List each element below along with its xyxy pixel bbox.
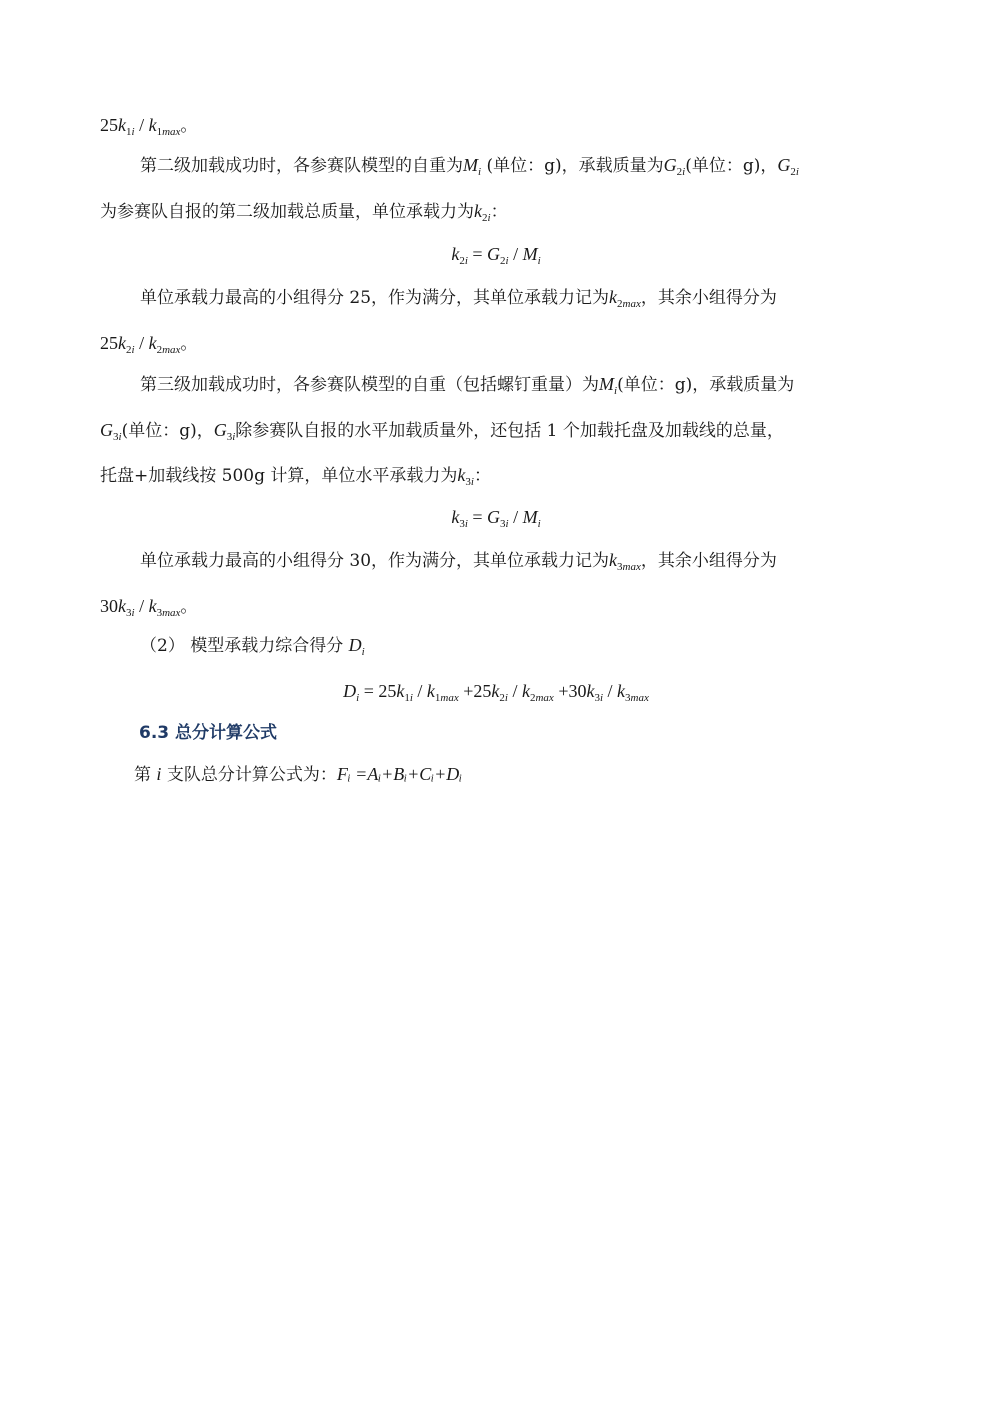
text: 单位承载力最高的小组得分 30，作为满分，其单位承载力记为	[140, 551, 610, 571]
text: (单位：g)，	[121, 421, 214, 441]
paragraph-line: 单位承载力最高的小组得分 30，作为满分，其单位承载力记为$k_{3max}$，其余小组得分为	[140, 550, 777, 573]
text: (单位：g)，	[685, 156, 778, 176]
text: (单位：g)，承载质量为	[617, 375, 795, 395]
text: 第	[134, 765, 157, 785]
text: 除参赛队自报的水平加载质量外，还包括 1 个加载托盘及加载线的总量，	[235, 421, 784, 441]
formula-line: $30k_{3i} / k_{3max}$。	[100, 596, 198, 619]
text: 为参赛队自报的第二级加载总质量，单位承载力为	[100, 202, 474, 222]
text: 。	[180, 334, 198, 354]
text: 第二级加载成功时，各参赛队模型的自重为	[140, 156, 463, 176]
text: 单位承载力最高的小组得分 25，作为满分，其单位承载力记为	[140, 288, 610, 308]
text: 第三级加载成功时，各参赛队模型的自重（包括螺钉重量）为	[140, 375, 599, 395]
paragraph-line: $G_{3i}$(单位：g)，$G_{3i}$除参赛队自报的水平加载质量外，还包括 1 个加载托盘及加载线的总量，	[100, 420, 784, 443]
text: 托盘+加载线按 500g 计算，单位水平承载力为	[100, 466, 458, 486]
paragraph-line: 第二级加载成功时，各参赛队模型的自重为$M_i$ (单位：g)，承载质量为$G_{2i}$(单位：g)，$G_{2i}$	[140, 155, 799, 178]
text: 。	[180, 116, 198, 136]
text: ，其余小组得分为	[640, 551, 777, 571]
section-heading: 6.3 总分计算公式	[139, 723, 278, 743]
text: 。	[180, 597, 198, 617]
paragraph-line: 第三级加载成功时，各参赛队模型的自重（包括螺钉重量）为$M_i$(单位：g)，承载质量为	[140, 374, 795, 397]
subsection-label: （2） 模型承载力综合得分 $D_i$	[140, 635, 365, 658]
text: ：	[473, 466, 491, 486]
text: ，其余小组得分为	[640, 288, 777, 308]
text: ：	[490, 202, 508, 222]
formula-Di: $D_i = 25k_{1i} / k_{1max} +25k_{2i} / k_{2max} +30k_{3i} / k_{3max}$	[343, 681, 649, 704]
text: 支队总分计算公式为：	[161, 765, 337, 785]
total-formula: Fᵢ =Aᵢ+Bᵢ+Cᵢ+Dᵢ	[336, 764, 463, 784]
formula-k2: $k_{2i} = G_{2i} / M_i$	[451, 244, 541, 267]
text: i	[156, 764, 162, 784]
paragraph-line: 单位承载力最高的小组得分 25，作为满分，其单位承载力记为$k_{2max}$，其余小组得分为	[140, 287, 777, 310]
formula-k3: $k_{3i} = G_{3i} / M_i$	[451, 507, 541, 530]
paragraph-line: 为参赛队自报的第二级加载总质量，单位承载力为$k_{2i}$：	[100, 201, 508, 224]
text: (单位：g)，承载质量为	[481, 156, 664, 176]
formula-line: $25k_{2i} / k_{2max}$。	[100, 333, 198, 356]
text: （2） 模型承载力综合得分	[140, 636, 344, 656]
paragraph-line: 托盘+加载线按 500g 计算，单位水平承载力为$k_{3i}$：	[100, 465, 491, 488]
formula-line-1: $25k_{1i} / k_{1max}$。	[100, 115, 198, 138]
paragraph-line	[134, 762, 462, 787]
